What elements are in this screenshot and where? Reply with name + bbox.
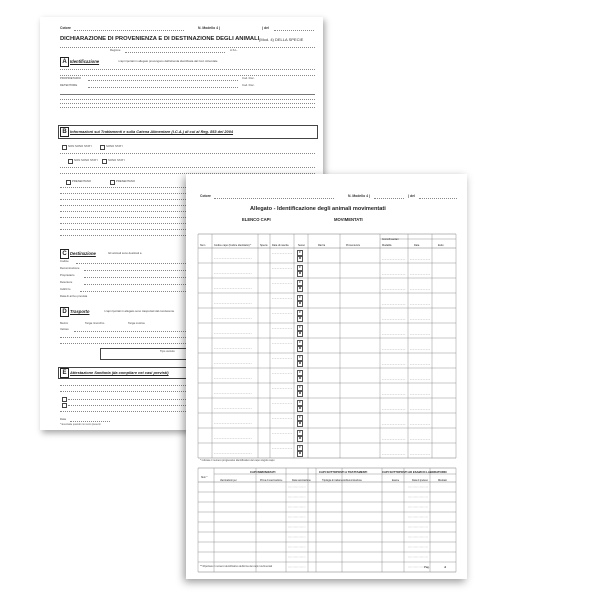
- col-sesso: Sesso: [298, 244, 305, 247]
- sex-option-m[interactable]: M: [298, 317, 302, 320]
- front-cotore-field[interactable]: [214, 198, 334, 199]
- sex-option-m[interactable]: M: [298, 422, 302, 425]
- section-c-note: Gli animali sono destinati a: [108, 251, 142, 255]
- front-del-label: ) del: [408, 194, 415, 198]
- detentore-field[interactable]: [88, 87, 238, 88]
- c-proprietario-field[interactable]: [84, 277, 194, 278]
- b-label-6: PRESENTANO: [116, 179, 136, 183]
- sex-option-f[interactable]: F: [297, 265, 303, 271]
- col-modalita: Modalità: [382, 244, 392, 247]
- bsub-tipologia: Tipologia di trattamento: [322, 480, 346, 482]
- e-checkbox-1[interactable]: [62, 397, 67, 402]
- sex-option-m[interactable]: M: [298, 437, 302, 440]
- col-codice: Codice capo (Codice identitario) *: [214, 244, 252, 247]
- sex-option-f[interactable]: F: [297, 355, 303, 361]
- cod-fisc-label-2: Cod. Fisc.: [242, 83, 255, 87]
- sex-option-m[interactable]: M: [298, 347, 302, 350]
- c-codice: Codice: [60, 259, 69, 263]
- bsub-denominazione: Denominazione: [346, 480, 362, 482]
- col-specie: Specie: [260, 244, 268, 247]
- sex-option-f[interactable]: F: [297, 310, 303, 316]
- sex-option-f[interactable]: F: [297, 385, 303, 391]
- sex-option-f[interactable]: F: [297, 445, 303, 451]
- section-a-letter: A: [60, 57, 69, 67]
- sex-option-m[interactable]: M: [298, 287, 302, 290]
- sex-option-m[interactable]: M: [298, 332, 302, 335]
- back-modello-label: N. Modello 4 (: [198, 26, 221, 30]
- d-targa-motrice: Targa motrice: [128, 321, 145, 325]
- proprietario-field[interactable]: [88, 80, 238, 81]
- page-label: Pag.: [424, 565, 430, 569]
- col-data-nascita: Data di nascita: [272, 244, 289, 247]
- back-cotore-label: Cotore: [60, 26, 71, 30]
- sex-option-f[interactable]: F: [297, 325, 303, 331]
- back-del-label: ) del: [262, 26, 269, 30]
- bsub-num: Num *: [201, 477, 208, 479]
- section-d-letter: D: [60, 307, 69, 317]
- back-divider: [60, 47, 315, 48]
- animals-table: [186, 222, 467, 462]
- section-e-letter: E: [60, 368, 69, 378]
- section-b-letter: B: [60, 127, 69, 137]
- c-codice-field[interactable]: [76, 263, 186, 264]
- front-movimentati-label: MOVIMENTATI: [334, 217, 363, 222]
- sex-option-f[interactable]: F: [297, 250, 303, 256]
- front-date-field[interactable]: [419, 198, 457, 199]
- sex-option-f[interactable]: F: [297, 400, 303, 406]
- sex-option-m[interactable]: M: [298, 407, 302, 410]
- col-num: Num: [200, 244, 206, 247]
- b-checkbox-1[interactable]: [62, 145, 67, 150]
- page-of-label: di: [444, 565, 447, 569]
- c-denominazione-field[interactable]: [84, 270, 194, 271]
- front-footnote-1: * Indicare il numero progressivo identificativo del capo singolo capo: [200, 459, 275, 462]
- sex-option-m[interactable]: M: [298, 362, 302, 365]
- section-e-title: Attestazione Sanitaria (da compilare nei casi previsti): [70, 370, 169, 375]
- back-asl-label: A.S.L.: [230, 48, 238, 52]
- c-indirizzo-field[interactable]: [80, 291, 190, 292]
- sex-option-f[interactable]: F: [297, 295, 303, 301]
- section-a-detentore: DETENTORE: [60, 83, 78, 87]
- back-cotore-field[interactable]: [74, 30, 184, 31]
- section-d-note: I capi riportati in allegato sono trasportati dal conducente: [104, 309, 175, 313]
- b-label-5: PRESENTANO: [72, 179, 92, 183]
- col-razza: Razza: [318, 244, 326, 247]
- sex-option-f[interactable]: F: [297, 430, 303, 436]
- col-provenienza: Provenienza: [346, 244, 360, 247]
- sex-option-f[interactable]: F: [297, 280, 303, 286]
- section-a-proprietario: PROPRIETARIO: [60, 76, 81, 80]
- sex-option-m[interactable]: M: [298, 392, 302, 395]
- d-tipo-veicolo: Tipo veicolo: [160, 349, 175, 353]
- d-vettore-field[interactable]: [74, 331, 194, 332]
- c-detentore: Detentore: [60, 280, 73, 284]
- c-indirizzo: Indirizzo: [60, 287, 71, 291]
- front-modello-label: N. Modello 4 (: [348, 194, 371, 198]
- d-vettore: Vettore: [60, 327, 69, 331]
- section-d-title: Trasporto: [70, 309, 90, 314]
- b-checkbox-4[interactable]: [102, 159, 107, 164]
- sex-option-m[interactable]: M: [298, 257, 302, 260]
- sex-option-m[interactable]: M: [298, 452, 302, 455]
- col-controlli: Controlli sanitari: [382, 239, 399, 241]
- col-data: Data: [414, 244, 420, 247]
- b-label-1: NON SONO STATI: [68, 144, 92, 148]
- front-sheet: [186, 174, 467, 579]
- bottom-header-esami: CAPI SOTTOPOSTI AD ESAMI DI LABORATORIO: [382, 470, 447, 474]
- b-label-4: SONO STATI: [108, 158, 125, 162]
- back-date-field[interactable]: [274, 30, 314, 31]
- sex-option-m[interactable]: M: [298, 272, 302, 275]
- bsub-prima: Prima di vaccinazione: [260, 480, 283, 482]
- b-checkbox-3[interactable]: [68, 159, 73, 164]
- d-targa-rimorchio: Targa rimorchio: [85, 321, 105, 325]
- b-label-3: NON SONO STATI: [74, 158, 98, 162]
- back-regione-field[interactable]: [125, 52, 225, 53]
- bsub-vaccinazioni: Vaccinazioni per: [220, 480, 237, 482]
- back-regione-label: Regione: [110, 48, 121, 52]
- bsub-data-vacc: Data vaccinazione: [292, 480, 311, 482]
- b-checkbox-6[interactable]: [110, 180, 115, 185]
- c-denominazione: Denominazione: [60, 266, 80, 270]
- b-checkbox-5[interactable]: [66, 180, 71, 185]
- back-footer-note: * Eventuale quando non sono presenti: [60, 423, 101, 426]
- section-b-title: Informazioni sui Trattamenti e sulla Catena Alimentare (I.C.A.) di cui al Reg. 853 del 2004: [70, 129, 234, 134]
- sex-option-f[interactable]: F: [297, 370, 303, 376]
- bsub-esame: Esame: [392, 480, 400, 482]
- b-label-2: SONO STATI: [106, 144, 123, 148]
- bottom-header-immunizzati: CAPI IMMUNIZZATI: [250, 470, 276, 474]
- sex-option-f[interactable]: F: [297, 340, 303, 346]
- front-footnote-2: ** Riportare il numero identificativo del/lorna dei capi movimentati: [200, 565, 273, 568]
- back-footer-date-field[interactable]: [70, 421, 110, 422]
- back-title: DICHIARAZIONE DI PROVENIENZA E DI DESTINAZIONE DEGLI ANIMALI: [60, 36, 260, 42]
- col-esito: Esito: [438, 244, 444, 247]
- c-data-arrivo: Data di arrivo prevista: [60, 294, 88, 298]
- front-title: Allegato - Identificazione degli animali movimentati: [250, 206, 386, 212]
- e-checkbox-2[interactable]: [62, 403, 67, 408]
- section-c-letter: C: [60, 249, 69, 259]
- sex-option-m[interactable]: M: [298, 302, 302, 305]
- sex-option-m[interactable]: M: [298, 377, 302, 380]
- section-c-title: Destinazione: [70, 251, 96, 256]
- cod-fisc-label: Cod. Fisc.: [242, 76, 255, 80]
- c-detentore-field[interactable]: [84, 284, 194, 285]
- back-title-suffix: (Mod. 4) DELLA SPECIE: [259, 37, 304, 42]
- back-footer-date: Data: [60, 417, 66, 421]
- section-a-title: Identificazione: [70, 59, 100, 64]
- front-cotore-label: Cotore: [200, 194, 211, 198]
- bottom-header-trattamenti: CAPI SOTTOPOSTI A TRATTAMENTI: [319, 470, 368, 474]
- bsub-data-prelievo: Data di prelievo: [412, 480, 428, 482]
- treatments-table: [186, 466, 467, 576]
- bsub-risultato: Risultato: [438, 480, 447, 482]
- front-modello-field[interactable]: [374, 198, 404, 199]
- sex-option-f[interactable]: F: [297, 415, 303, 421]
- section-a-note: i capi riportati in allegato provengono dall'azienda identificata dal Cod. Aziendale: [118, 59, 218, 63]
- front-elenco-label: ELENCO CAPI: [242, 217, 271, 222]
- b-checkbox-2[interactable]: [100, 145, 105, 150]
- c-proprietario: Proprietario: [60, 273, 75, 277]
- d-mezzo: Mezzo: [60, 321, 69, 325]
